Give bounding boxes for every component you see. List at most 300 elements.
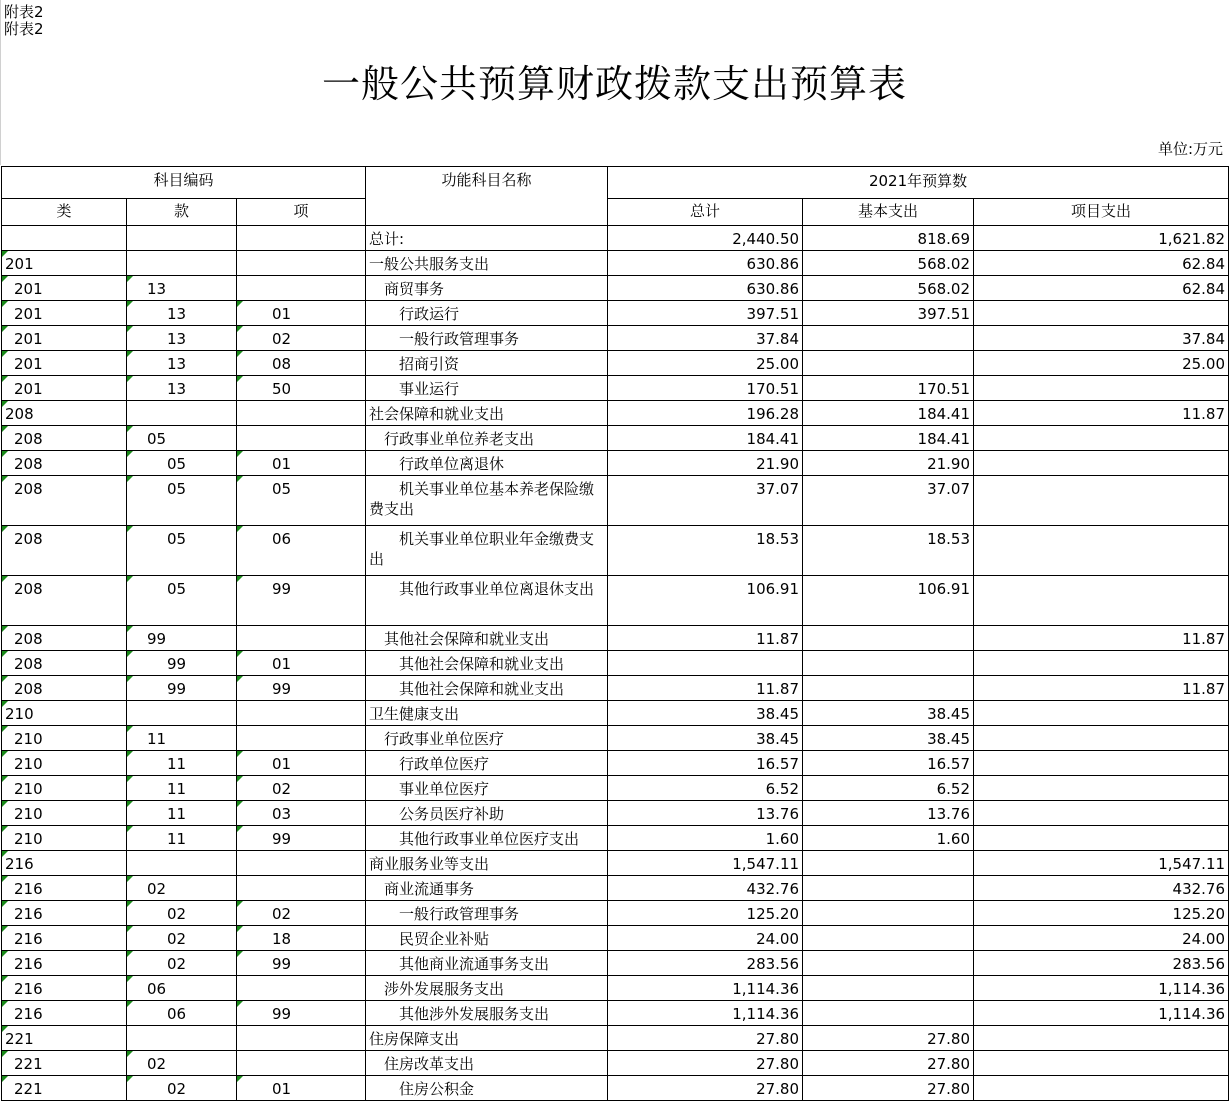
cell-name: 商业流通事务 <box>366 876 608 901</box>
cell-lei: 208 <box>2 426 127 451</box>
cell-marker-icon <box>127 976 133 982</box>
cell-name: 机关事业单位职业年金缴费支出 <box>366 526 608 576</box>
table-row <box>2 251 1229 276</box>
cell-marker-icon <box>2 301 8 307</box>
cell-basic: 16.57 <box>803 751 974 776</box>
cell-marker-icon <box>237 476 243 482</box>
cell-name: 住房公积金 <box>366 1076 608 1101</box>
cell-basic: 184.41 <box>803 426 974 451</box>
cell-project: 125.20 <box>974 901 1229 926</box>
cell-kuan <box>127 226 237 251</box>
cell-marker-icon <box>127 576 133 582</box>
cell-basic <box>803 901 974 926</box>
cell-kuan: 13 <box>127 351 237 376</box>
cell-marker-icon <box>2 326 8 332</box>
cell-project: 1,621.82 <box>974 226 1229 251</box>
table-row <box>2 626 1229 651</box>
table-row <box>2 1026 1229 1051</box>
cell-xiang: 06 <box>237 526 366 576</box>
cell-xiang <box>237 426 366 451</box>
cell-total: 38.45 <box>608 701 803 726</box>
table-row <box>2 851 1229 876</box>
cell-xiang <box>237 876 366 901</box>
cell-kuan: 13 <box>127 276 237 301</box>
cell-kuan: 11 <box>127 776 237 801</box>
cell-lei: 216 <box>2 926 127 951</box>
cell-lei: 216 <box>2 976 127 1001</box>
cell-name: 机关事业单位基本养老保险缴费支出 <box>366 476 608 526</box>
cell-name: 总计: <box>366 226 608 251</box>
cell-marker-icon <box>127 651 133 657</box>
cell-project <box>974 451 1229 476</box>
cell-total: 18.53 <box>608 526 803 576</box>
cell-total: 1,114.36 <box>608 1001 803 1026</box>
cell-kuan: 13 <box>127 326 237 351</box>
cell-marker-icon <box>237 951 243 957</box>
table-row <box>2 326 1229 351</box>
cell-lei: 208 <box>2 401 127 426</box>
cell-kuan <box>127 1026 237 1051</box>
cell-lei: 221 <box>2 1051 127 1076</box>
cell-project: 62.84 <box>974 276 1229 301</box>
cell-project <box>974 426 1229 451</box>
cell-kuan <box>127 251 237 276</box>
cell-marker-icon <box>2 926 8 932</box>
cell-lei: 208 <box>2 676 127 701</box>
cell-kuan: 11 <box>127 726 237 751</box>
cell-basic: 37.07 <box>803 476 974 526</box>
cell-xiang <box>237 1051 366 1076</box>
table-row <box>2 651 1229 676</box>
cell-lei <box>2 226 127 251</box>
cell-lei: 201 <box>2 301 127 326</box>
cell-basic <box>803 651 974 676</box>
cell-name: 卫生健康支出 <box>366 701 608 726</box>
table-row <box>2 776 1229 801</box>
cell-marker-icon <box>2 251 8 257</box>
cell-name: 行政单位医疗 <box>366 751 608 776</box>
cell-project <box>974 776 1229 801</box>
cell-basic: 18.53 <box>803 526 974 576</box>
cell-marker-icon <box>2 526 8 532</box>
cell-marker-icon <box>127 1051 133 1057</box>
cell-marker-icon <box>237 301 243 307</box>
table-row <box>2 1001 1229 1026</box>
table-row <box>2 376 1229 401</box>
cell-lei: 208 <box>2 526 127 576</box>
cell-xiang: 99 <box>237 1001 366 1026</box>
cell-lei: 216 <box>2 901 127 926</box>
cell-total: 13.76 <box>608 801 803 826</box>
cell-total: 27.80 <box>608 1076 803 1101</box>
cell-marker-icon <box>2 576 8 582</box>
cell-lei: 210 <box>2 801 127 826</box>
header-budget-group: 2021年预算数 <box>608 167 1229 199</box>
cell-lei: 201 <box>2 351 127 376</box>
cell-basic <box>803 326 974 351</box>
cell-kuan <box>127 701 237 726</box>
cell-name: 招商引资 <box>366 351 608 376</box>
cell-name: 其他商业流通事务支出 <box>366 951 608 976</box>
cell-marker-icon <box>2 751 8 757</box>
cell-basic <box>803 951 974 976</box>
cell-project <box>974 301 1229 326</box>
cell-total: 283.56 <box>608 951 803 976</box>
cell-basic <box>803 876 974 901</box>
cell-basic <box>803 1001 974 1026</box>
cell-marker-icon <box>237 751 243 757</box>
cell-marker-icon <box>237 901 243 907</box>
cell-marker-icon <box>2 801 8 807</box>
cell-total: 27.80 <box>608 1026 803 1051</box>
table-row <box>2 926 1229 951</box>
cell-xiang: 08 <box>237 351 366 376</box>
cell-basic: 38.45 <box>803 701 974 726</box>
cell-marker-icon <box>127 751 133 757</box>
cell-basic: 27.80 <box>803 1026 974 1051</box>
cell-xiang <box>237 726 366 751</box>
table-row <box>2 676 1229 701</box>
cell-marker-icon <box>237 451 243 457</box>
cell-kuan: 05 <box>127 526 237 576</box>
cell-basic: 818.69 <box>803 226 974 251</box>
cell-xiang <box>237 401 366 426</box>
cell-xiang: 99 <box>237 576 366 626</box>
header-row-2 <box>2 199 1229 226</box>
cell-marker-icon <box>2 676 8 682</box>
header-code-group: 科目编码 <box>2 167 366 199</box>
cell-lei: 208 <box>2 576 127 626</box>
table-row <box>2 351 1229 376</box>
cell-marker-icon <box>127 326 133 332</box>
cell-marker-icon <box>127 901 133 907</box>
cell-project <box>974 576 1229 626</box>
cell-marker-icon <box>2 376 8 382</box>
cell-total: 6.52 <box>608 776 803 801</box>
cell-project: 11.87 <box>974 626 1229 651</box>
cell-kuan: 02 <box>127 901 237 926</box>
header-xiang: 项 <box>237 199 366 226</box>
cell-marker-icon <box>2 1051 8 1057</box>
annex-label: 附表2 <box>4 3 44 21</box>
cell-marker-icon <box>237 776 243 782</box>
cell-xiang: 05 <box>237 476 366 526</box>
cell-marker-icon <box>127 301 133 307</box>
cell-xiang <box>237 626 366 651</box>
header-row-1 <box>2 167 1229 199</box>
cell-total: 106.91 <box>608 576 803 626</box>
cell-total: 37.07 <box>608 476 803 526</box>
cell-marker-icon <box>237 326 243 332</box>
cell-marker-icon <box>237 1001 243 1007</box>
cell-total: 1.60 <box>608 826 803 851</box>
cell-kuan: 99 <box>127 651 237 676</box>
cell-marker-icon <box>127 1001 133 1007</box>
cell-name: 其他行政事业单位离退休支出 <box>366 576 608 626</box>
cell-kuan: 02 <box>127 926 237 951</box>
cell-project: 1,114.36 <box>974 1001 1229 1026</box>
cell-marker-icon <box>2 651 8 657</box>
cell-marker-icon <box>127 776 133 782</box>
header-project: 项目支出 <box>974 199 1229 226</box>
budget-table <box>1 166 1229 1101</box>
cell-kuan: 13 <box>127 301 237 326</box>
cell-kuan: 02 <box>127 876 237 901</box>
cell-marker-icon <box>127 826 133 832</box>
table-row <box>2 401 1229 426</box>
cell-total: 125.20 <box>608 901 803 926</box>
cell-marker-icon <box>127 426 133 432</box>
table-row <box>2 426 1229 451</box>
cell-total: 630.86 <box>608 276 803 301</box>
cell-basic <box>803 926 974 951</box>
cell-basic <box>803 626 974 651</box>
header-name-col: 功能科目名称 <box>366 167 608 226</box>
cell-kuan: 99 <box>127 626 237 651</box>
cell-basic: 106.91 <box>803 576 974 626</box>
cell-marker-icon <box>2 776 8 782</box>
cell-name: 其他社会保障和就业支出 <box>366 676 608 701</box>
cell-project <box>974 1076 1229 1101</box>
cell-marker-icon <box>2 351 8 357</box>
cell-lei: 201 <box>2 326 127 351</box>
cell-marker-icon <box>2 976 8 982</box>
cell-marker-icon <box>237 576 243 582</box>
cell-name: 其他社会保障和就业支出 <box>366 626 608 651</box>
cell-project <box>974 701 1229 726</box>
cell-lei: 216 <box>2 951 127 976</box>
cell-name: 行政事业单位医疗 <box>366 726 608 751</box>
cell-name: 商业服务业等支出 <box>366 851 608 876</box>
cell-basic <box>803 851 974 876</box>
cell-lei: 208 <box>2 451 127 476</box>
table-row <box>2 1051 1229 1076</box>
cell-project: 24.00 <box>974 926 1229 951</box>
cell-kuan: 99 <box>127 676 237 701</box>
cell-xiang <box>237 226 366 251</box>
cell-xiang: 99 <box>237 951 366 976</box>
cell-marker-icon <box>127 626 133 632</box>
cell-name: 事业单位医疗 <box>366 776 608 801</box>
cell-lei: 210 <box>2 751 127 776</box>
cell-project: 37.84 <box>974 326 1229 351</box>
cell-kuan <box>127 401 237 426</box>
cell-project <box>974 726 1229 751</box>
cell-marker-icon <box>127 801 133 807</box>
cell-name: 一般公共服务支出 <box>366 251 608 276</box>
cell-marker-icon <box>2 726 8 732</box>
cell-kuan: 05 <box>127 476 237 526</box>
table-row <box>2 901 1229 926</box>
cell-name: 商贸事务 <box>366 276 608 301</box>
cell-marker-icon <box>127 951 133 957</box>
cell-xiang: 99 <box>237 826 366 851</box>
cell-xiang: 01 <box>237 651 366 676</box>
cell-marker-icon <box>127 276 133 282</box>
cell-name: 住房保障支出 <box>366 1026 608 1051</box>
cell-total: 11.87 <box>608 676 803 701</box>
cell-project <box>974 376 1229 401</box>
cell-xiang: 01 <box>237 1076 366 1101</box>
cell-marker-icon <box>237 651 243 657</box>
cell-kuan: 06 <box>127 976 237 1001</box>
cell-project <box>974 801 1229 826</box>
cell-marker-icon <box>237 826 243 832</box>
header-lei: 类 <box>2 199 127 226</box>
cell-name: 公务员医疗补助 <box>366 801 608 826</box>
cell-project <box>974 751 1229 776</box>
cell-marker-icon <box>2 426 8 432</box>
cell-name: 行政单位离退休 <box>366 451 608 476</box>
cell-xiang: 03 <box>237 801 366 826</box>
table-row <box>2 276 1229 301</box>
cell-total: 25.00 <box>608 351 803 376</box>
cell-lei: 208 <box>2 626 127 651</box>
cell-project: 1,114.36 <box>974 976 1229 1001</box>
table-row <box>2 226 1229 251</box>
cell-xiang: 01 <box>237 451 366 476</box>
table-row <box>2 751 1229 776</box>
cell-marker-icon <box>237 526 243 532</box>
cell-xiang <box>237 701 366 726</box>
cell-kuan <box>127 851 237 876</box>
cell-basic: 397.51 <box>803 301 974 326</box>
cell-marker-icon <box>237 676 243 682</box>
cell-lei: 210 <box>2 826 127 851</box>
cell-kuan: 13 <box>127 376 237 401</box>
cell-total: 16.57 <box>608 751 803 776</box>
cell-total: 184.41 <box>608 426 803 451</box>
cell-marker-icon <box>127 926 133 932</box>
cell-marker-icon <box>2 876 8 882</box>
cell-marker-icon <box>237 376 243 382</box>
table-row <box>2 951 1229 976</box>
cell-name: 其他行政事业单位医疗支出 <box>366 826 608 851</box>
cell-basic: 170.51 <box>803 376 974 401</box>
cell-marker-icon <box>237 351 243 357</box>
cell-basic: 27.80 <box>803 1076 974 1101</box>
header-total: 总计 <box>608 199 803 226</box>
table-row <box>2 476 1229 526</box>
cell-total: 2,440.50 <box>608 226 803 251</box>
table-body <box>2 226 1229 1101</box>
cell-name: 其他社会保障和就业支出 <box>366 651 608 676</box>
cell-lei: 221 <box>2 1026 127 1051</box>
cell-project <box>974 1026 1229 1051</box>
cell-total <box>608 651 803 676</box>
cell-basic: 27.80 <box>803 1051 974 1076</box>
cell-xiang: 01 <box>237 301 366 326</box>
cell-marker-icon <box>237 926 243 932</box>
header-kuan: 款 <box>127 199 237 226</box>
annex-label-clipped: 附表2 <box>4 20 44 38</box>
cell-total: 170.51 <box>608 376 803 401</box>
cell-basic: 568.02 <box>803 276 974 301</box>
cell-project: 25.00 <box>974 351 1229 376</box>
cell-lei: 216 <box>2 851 127 876</box>
table-row <box>2 726 1229 751</box>
cell-lei: 208 <box>2 651 127 676</box>
table-row <box>2 576 1229 626</box>
cell-xiang <box>237 276 366 301</box>
cell-name: 住房改革支出 <box>366 1051 608 1076</box>
cell-name: 事业运行 <box>366 376 608 401</box>
table-row <box>2 526 1229 576</box>
cell-marker-icon <box>2 851 8 857</box>
page-title: 一般公共预算财政拨款支出预算表 <box>321 62 907 106</box>
header-basic: 基本支出 <box>803 199 974 226</box>
cell-marker-icon <box>237 801 243 807</box>
cell-basic: 13.76 <box>803 801 974 826</box>
cell-marker-icon <box>2 1076 8 1082</box>
cell-project: 283.56 <box>974 951 1229 976</box>
cell-lei: 210 <box>2 726 127 751</box>
cell-total: 11.87 <box>608 626 803 651</box>
cell-project: 1,547.11 <box>974 851 1229 876</box>
cell-project: 11.87 <box>974 676 1229 701</box>
cell-name: 民贸企业补贴 <box>366 926 608 951</box>
unit-label: 单位:万元 <box>1157 140 1223 158</box>
cell-project: 11.87 <box>974 401 1229 426</box>
cell-total: 37.84 <box>608 326 803 351</box>
table-row <box>2 976 1229 1001</box>
table-row <box>2 876 1229 901</box>
cell-total: 1,114.36 <box>608 976 803 1001</box>
cell-name: 社会保障和就业支出 <box>366 401 608 426</box>
cell-lei: 201 <box>2 251 127 276</box>
cell-marker-icon <box>2 1026 8 1032</box>
cell-marker-icon <box>2 401 8 407</box>
cell-kuan: 11 <box>127 826 237 851</box>
cell-marker-icon <box>2 701 8 707</box>
cell-kuan: 05 <box>127 451 237 476</box>
cell-marker-icon <box>2 826 8 832</box>
cell-total: 38.45 <box>608 726 803 751</box>
cell-basic: 21.90 <box>803 451 974 476</box>
table-row <box>2 801 1229 826</box>
cell-xiang <box>237 1026 366 1051</box>
table-row <box>2 301 1229 326</box>
cell-project <box>974 826 1229 851</box>
cell-lei: 216 <box>2 876 127 901</box>
cell-xiang <box>237 976 366 1001</box>
cell-marker-icon <box>127 376 133 382</box>
cell-basic: 1.60 <box>803 826 974 851</box>
cell-basic: 6.52 <box>803 776 974 801</box>
cell-marker-icon <box>127 451 133 457</box>
cell-marker-icon <box>2 476 8 482</box>
cell-xiang: 18 <box>237 926 366 951</box>
cell-marker-icon <box>2 901 8 907</box>
cell-xiang: 02 <box>237 326 366 351</box>
cell-basic: 38.45 <box>803 726 974 751</box>
cell-project <box>974 651 1229 676</box>
cell-project: 432.76 <box>974 876 1229 901</box>
cell-name: 其他涉外发展服务支出 <box>366 1001 608 1026</box>
cell-basic <box>803 676 974 701</box>
cell-kuan: 02 <box>127 951 237 976</box>
cell-marker-icon <box>127 526 133 532</box>
cell-project: 62.84 <box>974 251 1229 276</box>
cell-marker-icon <box>2 626 8 632</box>
cell-kuan: 05 <box>127 576 237 626</box>
cell-marker-icon <box>127 726 133 732</box>
cell-total: 21.90 <box>608 451 803 476</box>
cell-marker-icon <box>127 476 133 482</box>
cell-total: 196.28 <box>608 401 803 426</box>
cell-marker-icon <box>127 876 133 882</box>
cell-name: 行政运行 <box>366 301 608 326</box>
